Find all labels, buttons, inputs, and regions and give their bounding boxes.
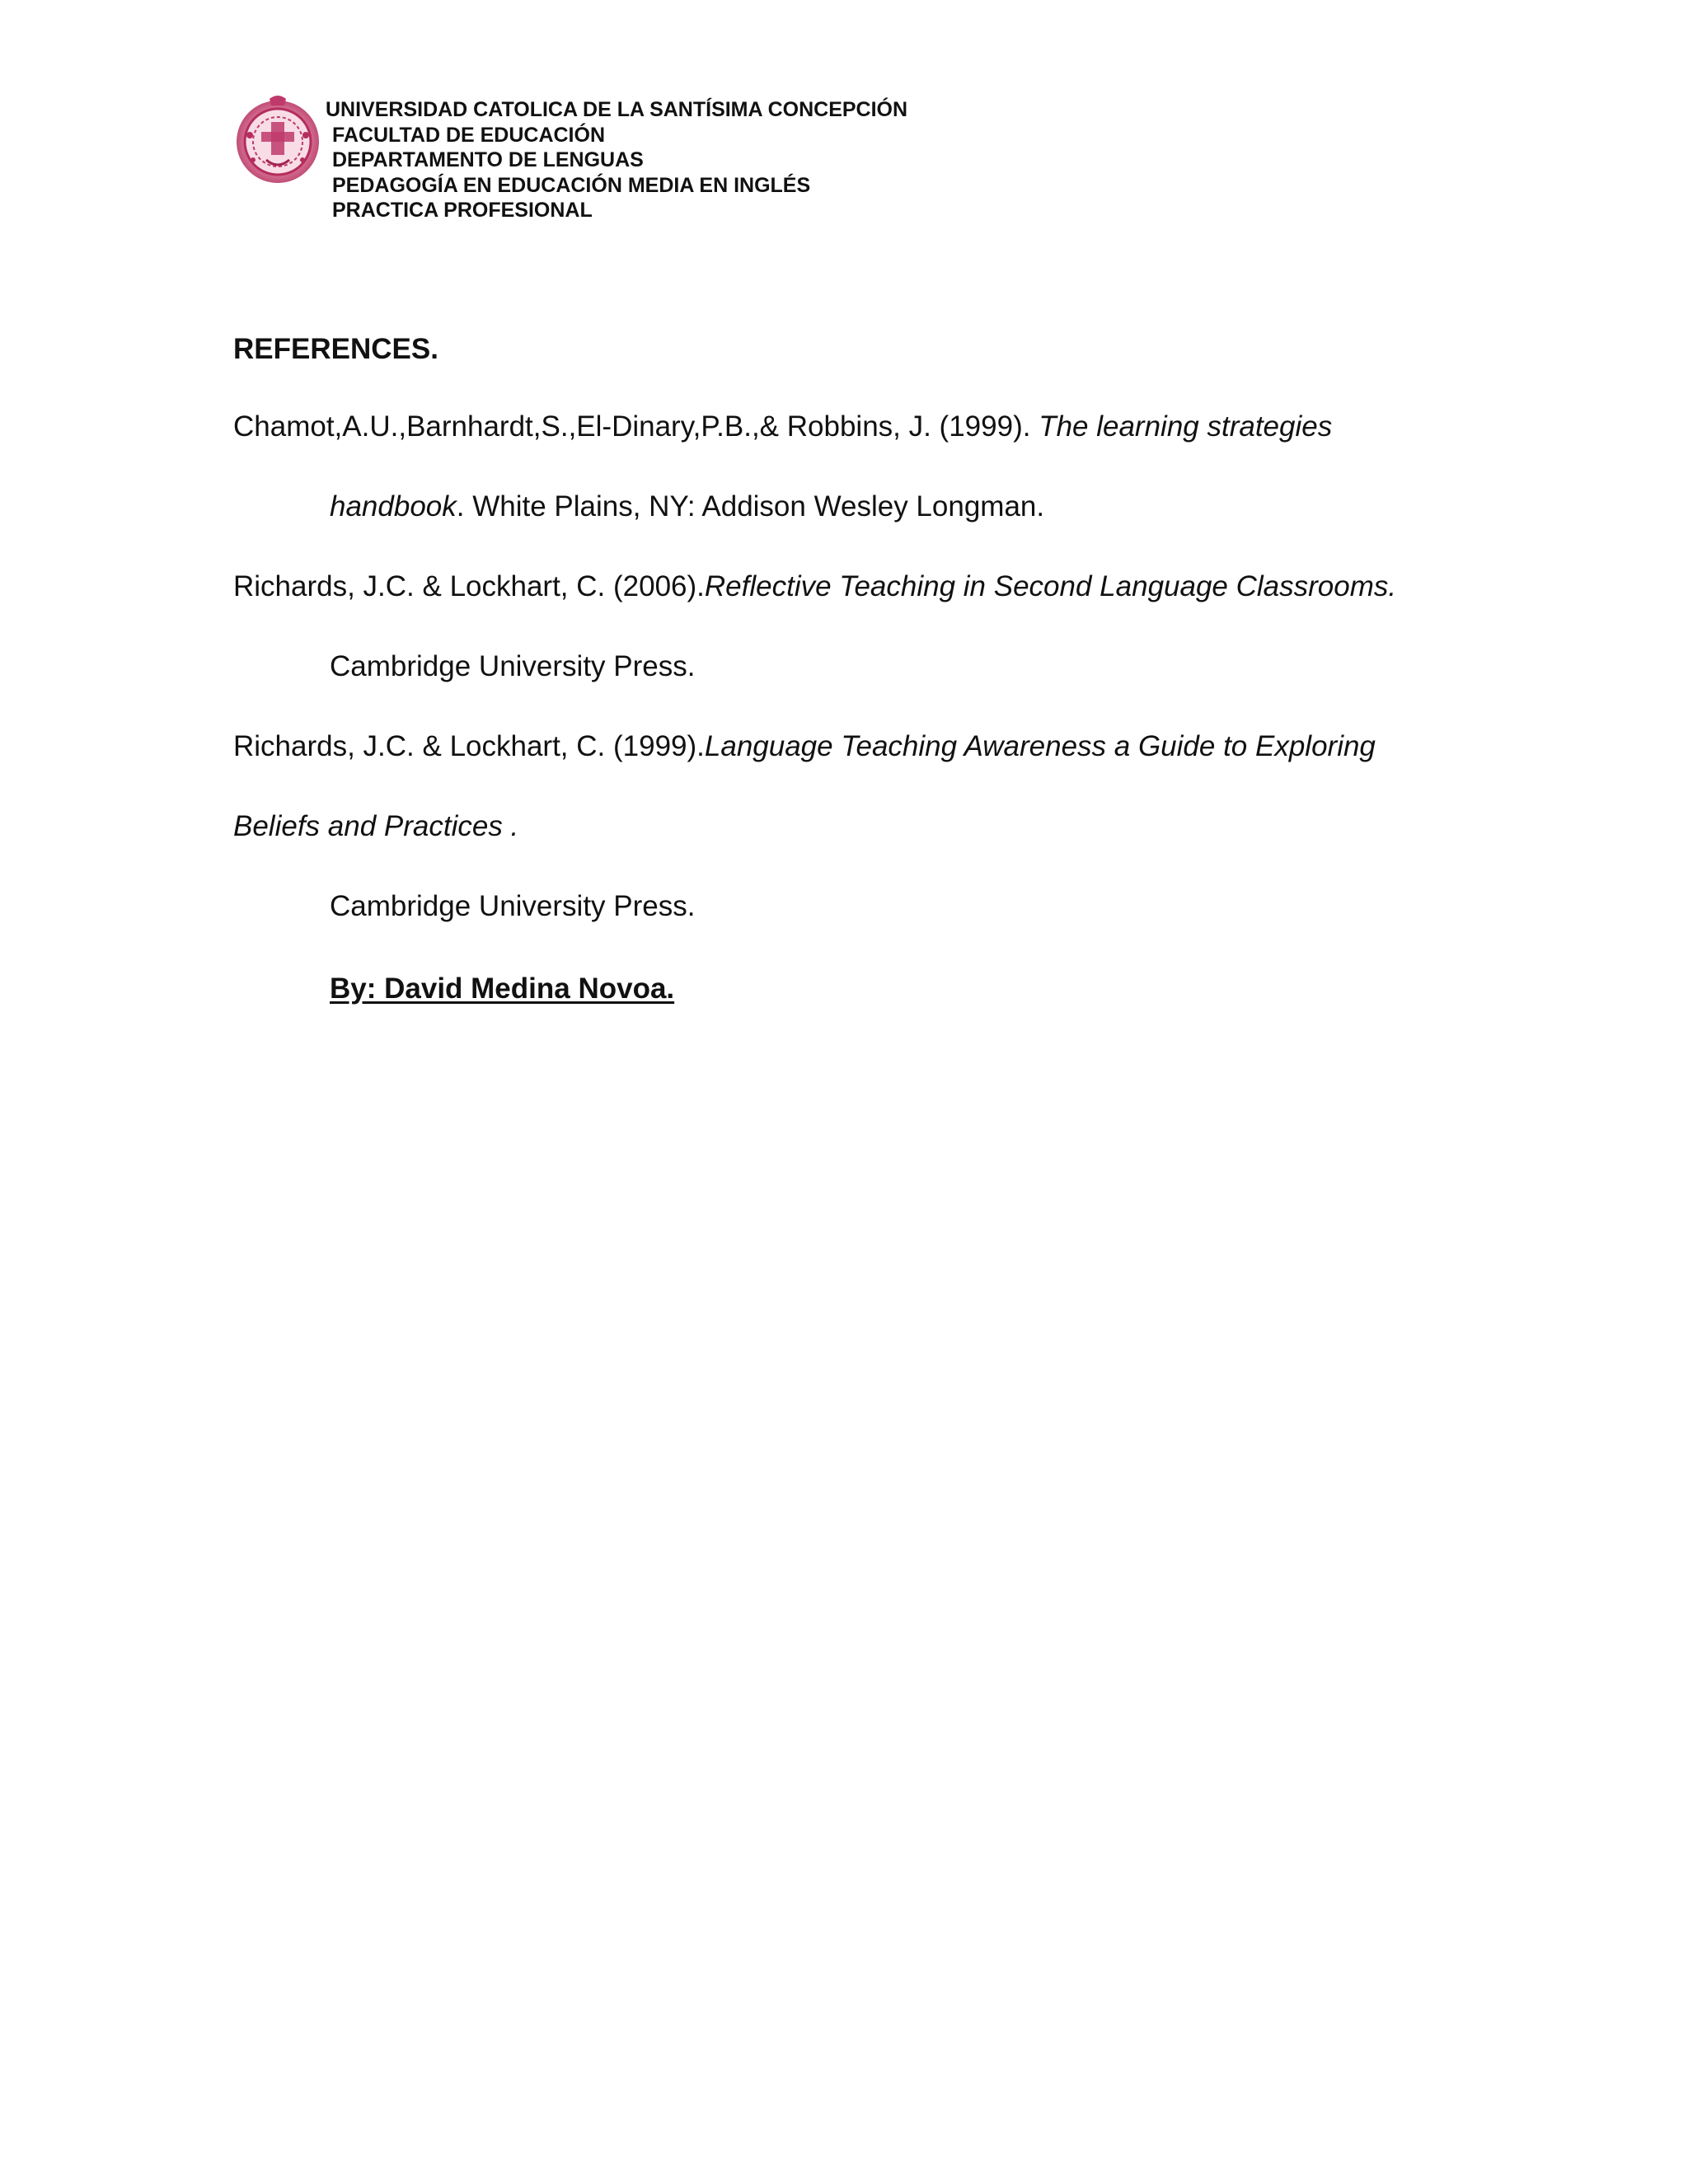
reference-3-title-part-2: Beliefs and Practices . [233, 810, 519, 842]
header-line-faculty: FACULTAD DE EDUCACIÓN [332, 123, 606, 147]
reference-2-publisher: Cambridge University Press. [330, 650, 696, 682]
reference-1-publisher: . White Plains, NY: Addison Wesley Longman. [456, 490, 1045, 523]
document-header [233, 94, 1222, 226]
reference-2-line-2 [330, 649, 695, 685]
reference-1-title-part-1: The learning strategies [1039, 410, 1333, 443]
reference-3-line-2 [233, 808, 518, 845]
reference-1-line-1 [233, 409, 1332, 445]
header-line-department: DEPARTAMENTO DE LENGUAS [332, 148, 644, 171]
reference-3-publisher: Cambridge University Press. [330, 890, 696, 922]
header-line-program: PEDAGOGÍA EN EDUCACIÓN MEDIA EN INGLÉS [332, 173, 811, 197]
reference-3-title-part-1: Language Teaching Awareness a Guide to Exploring [704, 730, 1376, 762]
reference-2-line-1 [233, 569, 1396, 605]
author-signature: By: David Medina Novoa. [330, 972, 675, 1005]
university-seal-icon [233, 94, 322, 186]
reference-3-line-3 [330, 888, 695, 925]
reference-1-authors: Chamot,A.U.,Barnhardt,S.,El-Dinary,P.B.,& Robbins, J. (1999). [233, 410, 1039, 443]
section-title: REFERENCES. [233, 333, 438, 365]
reference-3-line-1 [233, 729, 1376, 765]
institution-lines [326, 97, 907, 223]
header-line-course: PRACTICA PROFESIONAL [332, 199, 593, 222]
reference-2-title: Reflective Teaching in Second Language Classrooms. [704, 570, 1397, 602]
reference-1-line-2 [330, 489, 1044, 525]
header-line-university: UNIVERSIDAD CATOLICA DE LA SANTÍSIMA CONCEPCIÓN [326, 98, 908, 121]
reference-2-authors: Richards, J.C. & Lockhart, C. (2006). [233, 570, 705, 602]
reference-1-title-part-2: handbook [330, 490, 457, 523]
reference-3-authors: Richards, J.C. & Lockhart, C. (1999). [233, 730, 705, 762]
